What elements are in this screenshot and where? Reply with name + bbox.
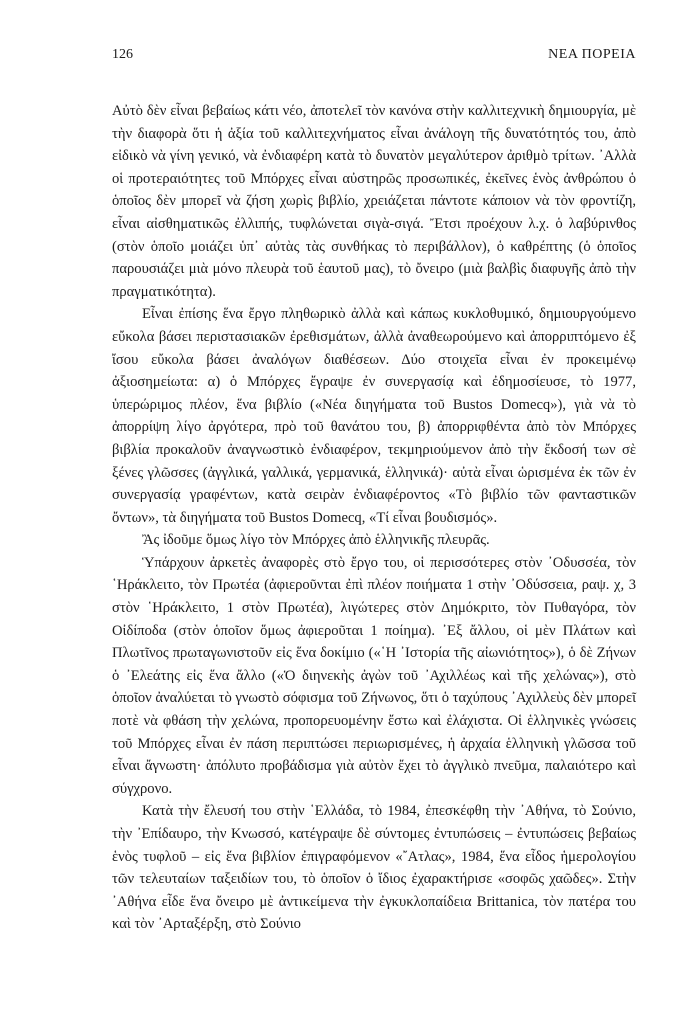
paragraph: Αὐτὸ δὲν εἶναι βεβαίως κάτι νέο, ἀποτελεῖ τὸν κανόνα στὴν καλλιτεχνικὴ δημιουργία, μὲ τὴν διαφορὰ ὅτι ἡ ἀξία τοῦ καλλιτεχνήματος εἶναι ἀνάλογη τῆς δυνατότητός του, ἀπὸ εἰδικὸ νὰ γίνη γενικό, νὰ ἐνδιαφέρη κατὰ τὸ δυνατὸν μεγαλύτερον ἀριθμὸ τρίτων. ᾿Αλλὰ οἱ προτεραιότητες τοῦ Μπόρχες εἶναι αὐστηρῶς προσωπικές, ἐκεῖνες ἑνὸς ἀνθρώπου ὁ ὁποῖος δὲν μπορεῖ νὰ ζήση χωρὶς βιβλίο, χρειάζεται πάντοτε κάποιον νὰ τὸν φροντίζη, εἶναι αἰσθηματικῶς ἐλλιπής, τυφλώνεται σιγὰ-σιγά. Ἔτσι προέχουν λ.χ. ὁ λαβύρινθος (στὸν ὁποῖο μοιάζει ὑπ᾿ αὐτὰς τὰς συνθήκας τὸ περιβάλλον), ὁ καθρέπτης (ὁ ὁποῖος παρουσιάζει μιὰ μόνο πλευρὰ τοῦ ἑαυτοῦ μας), τὸ ὄνειρο (μιὰ βαλβὶς διαφυγῆς ἀπὸ τὴν πραγματικότητα). xyxy=(112,103,636,300)
running-head: ΝΕΑ ΠΟΡΕΙΑ xyxy=(548,47,636,62)
body-text xyxy=(112,100,636,936)
paragraph: Εἶναι ἐπίσης ἕνα ἔργο πληθωρικὸ ἀλλὰ καὶ κάπως κυκλοθυμικό, δημιουργούμενο εὔκολα βάσει περιστασιακῶν ἐρεθισμάτων, ἀλλὰ ἀναθεωρούμενο καὶ ἀπορριπτόμενο ἐξ ἴσου εὔκολα βάσει ἀναλόγων διαθέσεων. Δύο στοιχεῖα εἶναι ἐν προκειμένῳ ἀξιοσημείωτα: α) ὁ Μπόρχες ἔγραψε ἐν συνεργασίᾳ καὶ ἐδημοσίευσε, τὸ 1977, ὑπερώριμος πλέον, ἕνα βιβλίο («Νέα διηγήματα τοῦ Bustos Domecq»), γιὰ νὰ τὸ ἀπορρίψη λίγο ἀργότερα, πρὸ τοῦ θανάτου του, β) ἀπορριφθέντα ἀπὸ τὸν Μπόρχες βιβλία προκαλοῦν ἀναγνωστικὸ ἐνδιαφέρον, τεκμηριούμενον ἀπὸ τὴν ἔκδοσή των σὲ ξένες γλῶσσες (ἀγγλικά, γαλλικά, γερμανικά, ἑλληνικά)· αὐτὰ εἶναι ὡρισμένα ἐκ τῶν ἐν συνεργασίᾳ γραφέντων, κατὰ σειρὰν ἐνδιαφέροντος «Τὸ βιβλίο τῶν φανταστικῶν ὄντων», τὰ διηγήματα τοῦ Bustos Domecq, «Τί εἶναι βουδισμός». xyxy=(112,306,636,526)
paragraph: Κατὰ τὴν ἔλευσή του στὴν ῾Ελλάδα, τὸ 1984, ἐπεσκέφθη τὴν ᾿Αθήνα, τὸ Σούνιο, τὴν ᾿Επίδαυρο, τὴν Κνωσσό, κατέγραψε δὲ σύντομες ἐντυπώσεις – ἐντυπώσεις βεβαίως ἑνὸς τυφλοῦ – εἰς ἕνα βιβλίον ἐπιγραφόμενον «῎Ατλας», 1984, ἕνα εἶδος ἡμερολογίου τῶν τελευταίων ταξειδίων του, τὸ ὁποῖον ὁ ἴδιος ἐχαρακτήρισε «σοφῶς χαῶδες». Στὴν ᾿Αθήνα εἶδε ἕνα ὄνειρο μὲ ἀντικείμενα τὴν ἐγκυκλοπαίδεια Brittanica, τὸν πατέρα του καὶ τὸν ᾿Αρταξέρξη, στὸ Σούνιο xyxy=(112,803,636,933)
paragraph: Ὑπάρχουν ἀρκετὲς ἀναφορὲς στὸ ἔργο του, οἱ περισσότερες στὸν ᾿Οδυσσέα, τὸν ῾Ηράκλειτο, τὸν Πρωτέα (ἀφιεροῦνται ἐπὶ πλέον ποιήματα 1 στὴν ᾿Οδύσσεια, ραψ. χ, 3 στὸν ῾Ηράκλειτο, 1 στὸν Πρωτέα), λιγώτερες στὸν Δημόκριτο, τὸν Πυθαγόρα, τὸν Οἰδίποδα (στὸν ὁποῖον ὅμως ἀφιεροῦται 1 ποίημα). ᾿Εξ ἄλλου, οἱ μὲν Πλάτων καὶ Πλωτῖνος πρωταγωνιστοῦν εἰς ἕνα δοκίμιο («῾Η ᾿Ιστορία τῆς αἰωνιότητος»), ὁ δὲ Ζήνων ὁ ᾿Ελεάτης εἰς ἕνα ἄλλο («Ὁ διηνεκὴς ἀγὼν τοῦ ᾿Αχιλλέως καὶ τῆς χελώνας»), στὸ ὁποῖον ἀναλύεται τὸ γνωστὸ σόφισμα τοῦ Ζήνωνος, ὅτι ὁ ταχύπους ᾿Αχιλλεὺς δὲν μπορεῖ ποτὲ νὰ φθάση τὴν χελώνα, προπορευομένην ἔστω καὶ ἐλάχιστα. Οἱ ἑλληνικὲς γνώσεις τοῦ Μπόρχες εἶναι ἐν πάση περιπτώσει περιωρισμένες, ἡ ἀρχαία ἑλληνικὴ γλῶσσα τοῦ εἶναι ἄγνωστη· ἀπόλυτο προβάδισμα γιὰ αὐτὸν ἔχει τὸ ἀγγλικὸ πνεῦμα, παλαιότερο καὶ σύγχρονο. xyxy=(112,554,636,797)
page-header xyxy=(112,47,636,69)
page-number: 126 xyxy=(112,47,133,62)
paragraph: Ἂς ἰδοῦμε ὅμως λίγο τὸν Μπόρχες ἀπὸ ἑλληνικῆς πλευρᾶς. xyxy=(142,532,490,549)
